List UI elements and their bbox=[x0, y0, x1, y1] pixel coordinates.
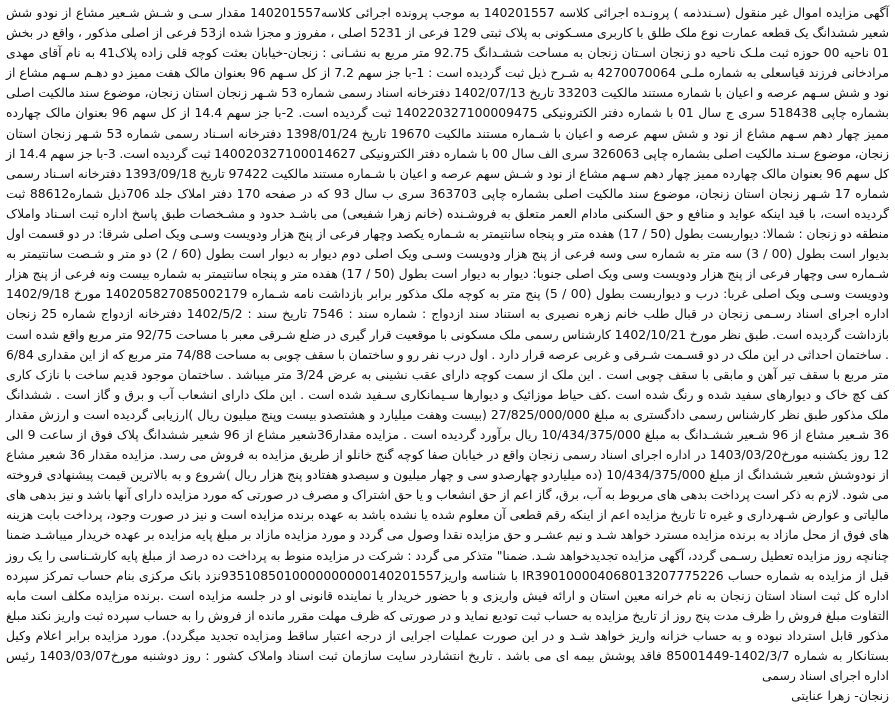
notice-signature: زنجان- زهرا عنایتی bbox=[791, 688, 889, 704]
auction-notice-text: آگهی مزایده اموال غیر منقول (سـندذمه ) پرونـده اجرائی کلاسه 140201557 به موجب پرونده اجرائی کلاسه140201557 مقدار سـی و شـش شـعیر مشاع از نودو شش شعیر ششدانگ یک قطعه عمارت نوع ملک طلق با کاربری مسـکونی به پلاک ثبتی 129 فرعی از 5231 اصلی ، مفروز و مجزا شده از53 فرعی از اصلی مذکور ، واقع در بخش 01 ناحیه 00 حوزه ثبت ملـک ناحیه دو زنجان اسـتان زنجان به مساحت ششـدانگ 92.75 متر مربع به نشـانی : زنجان-خیابان بعثت کوچه قلی زاده پلاک41 به نام آقای مهدی مرادخانی فرزند قیاسعلی به شماره ملـی 4270070064 به شـرح ذیل ثبت گردیده است : 1-با جز سهم 7.2 از کل سـهم 96 بعنوان مالک هفت ممیز دو دهـم سـهم مشاع از نود و شش سـهم عرصه و اعیان با شماره مستند مالکیت 33203 تاریخ 1402/07/13 دفترخانه اسناد رسمی شماره 53 شـهر زنجان استان زنجان، موضوع سند مالکیت اصلی بشماره چاپی 518438 سری ج سال 01 با شماره دفتر الکترونیکی 140220327100009475 ثبت گردیده است. 2-با جز سهم 14.4 از کل سهم 96 بعنوان مالک چهارده ممیز چهار دهم سـهم مشاع از نود و شش سهم عرصه و اعیان با شـماره مستند مالکیت 19670 تاریخ 1398/01/24 دفترخانه اسـناد رسمی شماره 53 شـهر زنجان استان زنجان، موضوع سـند مالکیت اصلی بشماره چاپی 326063 سری الف سال 00 با شماره دفتر الکترونیکی 140020327100014627 ثبت گردیده است. 3-با جز سهم 14.4 از کل سهم 96 بعنوان مالک چهارده ممیز چهار دهم سـهم مشاع از نود و شـش سهم عرصه و اعیان با شـماره مستند مالکیت 97422 تاریخ 1393/09/18 دفترخانه اسـناد رسمی شماره 17 شـهر زنجان استان زنجان، موضوع سند مالکیت اصلی بشماره چاپی 363703 سری ب سال 93 که در صفحه 170 دفتر املاک جلد 706ذیل شماره88612 ثبت گردیده است، با قید اینکه عواید و منافع و حق السکنی مادام العمر متعلق به فروشـنده (خانم زهرا شفیعی) می باشـد حدود و مشـخصات طبق پاسخ اداره ثبت اسـناد واملاک منطقه دو زنجان : شمالا: دیواربست بطول (50 / 17) هفده متر و پنجاه سانتیمتر به شـماره یکصد وچهار فرعی از پنج هزار ودویست وسـی ویک اصلی شرقا: در دو قسمت اول بدیوار است بطول (00 / 3) سه متر به شماره سی وسه فرعی از پنج هزار ودویست وسـی ویک اصلی دوم دیوار به دیوار است بطول (60 / 2) دو متر و شـصت سانتیمتر به شـماره سی وچهار فرعی از پنج هزار ودویست وسی ویک اصلی جنوبا: دیوار به دیوار است بطول (50 / 17) هفده متر و پنجاه سانتیمتر به شماره بیست ونه فرعی از پنج هزار ودویست وسـی ویک اصلی غربا: درب و دیواربست بطول (00 / 5) پنج متر به کوچه ملک مذکور برابر بازداشت نامه شـماره 140205827085002179 مورخ 1402/9/18 اداره اجرای اسناد رسـمی زنجان در قبال طلب خانم زهره نصیری به استناد سند ازدواج : شماره سند : 7546 تاریخ سند : 1402/5/2 دفترخانه ازدواج شماره 25 زنجان بازداشت گردیده است. طبق نظر مورخ 1402/10/21 کارشناس رسمی ملک مسکونی با موقعیت قرار گیری در ضلع شـرقی معبر با مساحت 92/75 متر مربع واقع شده است . ساختمان احداثی در این ملک در دو قسـمت شـرقی و غربی عرصه قرار دارد . اول درب نفر رو و ساختمان با سقف چوبی به مساحت 74/88 متر مربع که از این مقداری 6/84 متر مربع با سقف تیر آهن و مابقی با سقف چوبی است . این ملک از سمت کوچه دارای عقب نشینی به عرض 3/24 متر میباشد . ساختمان موجود قدیم ساخت با نازک کاری کف کچ خاک و دیوارهای سفید شده و رنگ شده است .کف حیاط موزائیک و دیوارها سـیمانکاری سـفید شده است . این ملک دارای انشعاب آب و برق و گاز است . ششدانگ ملک مذکور طبق نظر کارشناس رسمی دادگستری به مبلغ 27/825/000/000 (بیست وهفت میلیارد و هشتصدو بیست وپنج میلیون ریال )ارزیابی گردیده است و ارزش مقدار 36 شـعیر مشاع از 96 شـعیر ششـدانگ به مبلغ 10/434/375/000 ریال برآورد گردیده است . مزایده مقدار36شعیر مشاع از 96 شعیر ششدانگ پلاک فوق از ساعت 9 الی 12 روز یکشنبه مورخ1403/03/20 در اداره اجرای اسناد رسمی زنجان واقع در خیابان صفا کوچه گنج خانلو از طریق مزایده به فروش می رسد. مزایده مقدار 36 شعیر مشاع از نودوشش شعیر ششدانگ از مبلغ 10/434/375/000 (ده میلیاردو چهارصدو سی و چهار میلیون و سیصدو هفتادو پنج هزار ریال )شروع و به بالاترین قیمت پیشنهادی فروخته می شود. لازم به ذکر است پرداخت بدهی های مربوط به آب، برق، گاز اعم از حق انشعاب و یا حق اشتراک و مصرف در صورتی که مورد مزایده دارای آنها باشد و نیز بدهی های مالیاتی و عوارض شـهرداری و غیره تا تاریخ مزایده اعم از اینکه رقم قطعی آن معلوم شده یا نشده باشد به عهده برنده مزایده است و نیز در صورت وجود، پرداخت بابت هزینه های فوق از محل مازاد به برنده مزایده مسترد خواهد شـد و نیم عشـر و حق مزایده نقدا وصول می گردد و مورد مزایده مازاد بر مبلغ پایه مزایده بر عهده خریدار میباشـد ضمنا چنانچه روز مزایده تعطیل رسـمی گردد، آگهی مزایده تجدیدخواهد شـد. ضمنا" متذکر می گردد : شرکت در مزایده منوط به پرداخت ده درصد از مبلغ پایه کارشـناسی را یک روز قبل از مزایده به شماره حساب IR390100004068013207775226 با شناسه واریز9351085010000000000140201557نزد بانک مرکزی بنام حساب تمرکز سپرده اداره کل ثبت اسناد استان زنجان به نام خرانه معین استان و ارائه فیش واریزی و با حضور خریدار یا نماینده قانونی او در جلسه مزایده است .برنده مزایده مکلف است مابه التفاوت مبلغ فروش را ظرف مدت پنج روز از تاریخ مزایده به حساب ثبت تودیع نماید و در صورتی که ظرف مهلت مقرر مانده از فروش را به حساب سپرده ثبت واریز نکند مبلغ مذکور قابل استرداد نبوده و به حساب خزانه واریز خواهد شـد و در این صورت عملیات اجرایی از درجه اعتبار ساقط ومزایده تجدید میگردد). مورد مزایده برابر اعلام وکیل بستانکار به شماره 1402/3/7-85001449 فاقد پوشش بیمه ای می باشد . تاریخ انتشاردر سایت سازمان ثبت اسناد واملاک کشور : روز دوشنبه مورخ1403/03/07 رئیس اداره اجرای اسناد رسمی bbox=[6, 5, 890, 684]
